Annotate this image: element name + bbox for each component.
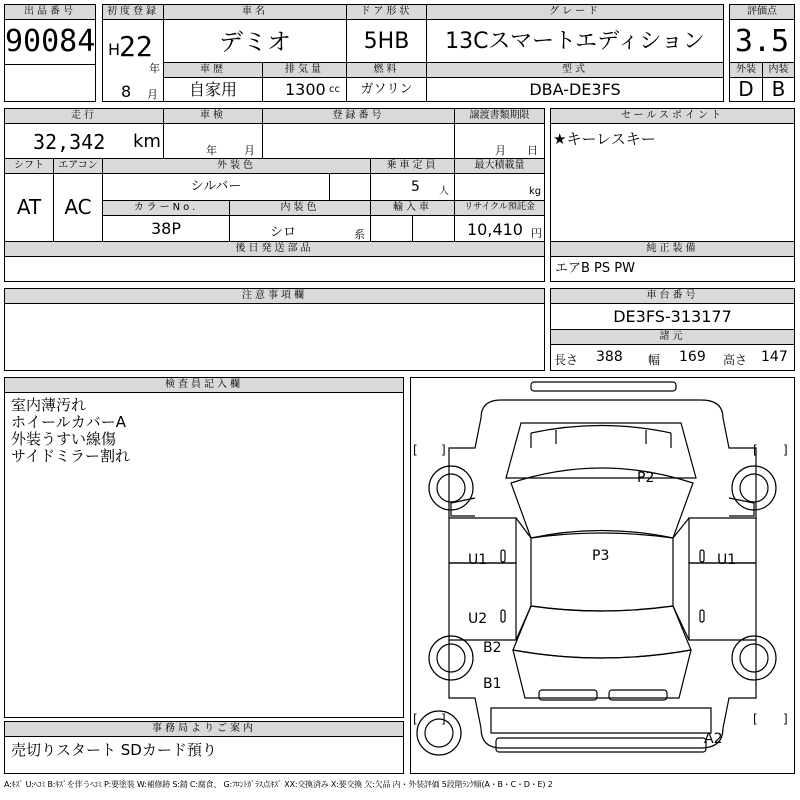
grade-value: 13Cスマートエディション bbox=[426, 19, 724, 63]
transfer-header: 譲渡書類期限 bbox=[454, 108, 545, 124]
capacity-box bbox=[370, 173, 455, 201]
chassis-value: DE3FS-313177 bbox=[550, 303, 795, 330]
model-value: DBA-DE3FS bbox=[426, 77, 724, 102]
height-label: 高さ bbox=[723, 353, 748, 367]
mileage-box bbox=[4, 123, 164, 159]
exterior-grade-header: 外装 bbox=[729, 62, 763, 78]
sales-point-header: セールスポイント bbox=[550, 108, 795, 124]
door-value: 5HB bbox=[346, 19, 427, 63]
displacement-value: 1300 bbox=[285, 80, 326, 99]
interior-grade-header: 内装 bbox=[762, 62, 795, 78]
int-color-value: シロ bbox=[270, 225, 297, 240]
score-value: 3.5 bbox=[729, 19, 795, 63]
displacement-box bbox=[262, 77, 347, 102]
office-box bbox=[4, 736, 404, 774]
damage-mark: U1 bbox=[468, 552, 488, 568]
mileage-unit: km bbox=[133, 131, 161, 152]
model-header: 型式 bbox=[426, 62, 724, 78]
import-header: 輸入車 bbox=[370, 200, 455, 216]
recycle-value: 10,410 bbox=[467, 220, 523, 239]
exterior-grade-value: D bbox=[729, 77, 763, 102]
score-header: 評価点 bbox=[729, 4, 795, 20]
month-unit: 月 bbox=[147, 88, 158, 101]
later-parts-value bbox=[4, 256, 545, 282]
inspector-line: 外装うすい線傷 bbox=[11, 430, 117, 448]
car-name-value: デミオ bbox=[163, 19, 347, 63]
length-value: 388 bbox=[596, 349, 623, 365]
lot-no-blank bbox=[4, 64, 96, 102]
interior-grade-value: B bbox=[762, 77, 795, 102]
history-header: 車歴 bbox=[163, 62, 263, 78]
max-load-unit: kg bbox=[529, 186, 542, 197]
sales-point-box bbox=[550, 123, 795, 242]
ac-value: AC bbox=[53, 173, 103, 242]
chassis-header: 車台番号 bbox=[550, 288, 795, 304]
inspection-box bbox=[163, 123, 263, 159]
office-header: 事務局よりご案内 bbox=[4, 721, 404, 737]
inspector-line: サイドミラー割れ bbox=[11, 447, 130, 465]
lot-no-header: 出品番号 bbox=[4, 4, 96, 20]
import-box-a bbox=[370, 215, 413, 242]
transfer-day-unit: 日 bbox=[527, 144, 538, 157]
recycle-box bbox=[454, 215, 545, 242]
import-box-b bbox=[412, 215, 455, 242]
inspection-year-unit: 年 bbox=[206, 144, 217, 157]
damage-mark: B2 bbox=[483, 640, 502, 656]
mileage-value: 32,342 bbox=[33, 130, 106, 154]
damage-mark: U2 bbox=[468, 611, 488, 627]
shift-header: シフト bbox=[4, 158, 54, 174]
history-value: 自家用 bbox=[163, 77, 263, 102]
sales-point-text: ★キーレスキー bbox=[553, 130, 656, 148]
shift-value: AT bbox=[4, 173, 54, 242]
fuel-value: ガソリン bbox=[346, 77, 427, 102]
capacity-value: 5 bbox=[411, 179, 420, 195]
first-reg-box bbox=[102, 19, 164, 102]
svg-text:]: ] bbox=[783, 443, 788, 457]
color-no-value: 38P bbox=[102, 215, 230, 242]
displacement-unit: cc bbox=[329, 84, 340, 95]
svg-text:]: ] bbox=[441, 712, 446, 726]
first-reg-header: 初度登録 bbox=[102, 4, 164, 20]
ext-color-blank bbox=[329, 173, 371, 201]
later-parts-header: 後日発送部品 bbox=[4, 241, 545, 257]
svg-text:]: ] bbox=[783, 712, 788, 726]
legend-text: A:ｷｽﾞ U:ﾍｺﾐ B:ｷｽﾞを伴うﾍｺﾐ P:要塗装 W:補修跡 S:錆 C:腐食、 G:ﾌﾛﾝﾄｶﾞﾗｽ点ｷｽﾞ XX:交換済み X:要交換 欠:欠品 内・外装評価 5段階ﾗﾝｸ順(A・B・C・D・E) 2 bbox=[4, 780, 553, 789]
max-load-header: 最大積載量 bbox=[454, 158, 545, 174]
width-value: 169 bbox=[679, 349, 706, 365]
width-label: 幅 bbox=[648, 353, 661, 367]
car-name-header: 車名 bbox=[163, 4, 347, 20]
recycle-unit: 円 bbox=[531, 227, 542, 240]
dims-header: 諸元 bbox=[550, 329, 795, 345]
fuel-header: 燃料 bbox=[346, 62, 427, 78]
damage-mark: P3 bbox=[592, 548, 610, 564]
ac-header: エアコン bbox=[53, 158, 103, 174]
svg-text:[: [ bbox=[413, 712, 418, 726]
lot-no-value: 90084 bbox=[4, 19, 96, 65]
inspector-line: ホイールカバーA bbox=[11, 413, 126, 431]
era: H bbox=[108, 40, 121, 59]
height-value: 147 bbox=[761, 349, 788, 365]
transfer-month-unit: 月 bbox=[495, 144, 506, 157]
inspection-header: 車検 bbox=[163, 108, 263, 124]
caution-value bbox=[4, 303, 545, 371]
max-load-box bbox=[454, 173, 545, 201]
door-header: ドア形状 bbox=[346, 4, 427, 20]
svg-text:[: [ bbox=[753, 712, 758, 726]
reg-month: 8 bbox=[121, 82, 132, 101]
color-no-header: カラーNo. bbox=[102, 200, 230, 216]
reg-year: 22 bbox=[119, 30, 153, 63]
capacity-unit: 人 bbox=[439, 186, 449, 197]
damage-mark: B1 bbox=[483, 676, 502, 692]
caution-header: 注意事項欄 bbox=[4, 288, 545, 304]
dims-box bbox=[550, 344, 795, 371]
ext-color-header: 外装色 bbox=[102, 158, 371, 174]
year-unit: 年 bbox=[149, 62, 160, 75]
office-text: 売切りスタート SDカード預り bbox=[11, 741, 217, 759]
inspector-header: 検査員記入欄 bbox=[4, 377, 404, 393]
damage-mark: A2 bbox=[704, 731, 723, 747]
svg-text:[: [ bbox=[753, 443, 758, 457]
length-label: 長さ bbox=[554, 353, 579, 367]
capacity-header: 乗車定員 bbox=[370, 158, 455, 174]
car-outline-svg bbox=[411, 378, 794, 773]
reg-no-header: 登録番号 bbox=[262, 108, 455, 124]
reg-no-value bbox=[262, 123, 455, 159]
svg-text:]: ] bbox=[441, 443, 446, 457]
grade-header: グレード bbox=[426, 4, 724, 20]
damage-mark: U1 bbox=[717, 552, 737, 568]
svg-text:[: [ bbox=[413, 443, 418, 457]
damage-mark: P2 bbox=[637, 470, 655, 486]
mileage-header: 走行 bbox=[4, 108, 164, 124]
car-diagram bbox=[410, 377, 795, 774]
inspector-line: 室内薄汚れ bbox=[11, 396, 87, 414]
inspection-month-unit: 月 bbox=[244, 144, 255, 157]
displacement-header: 排気量 bbox=[262, 62, 347, 78]
int-color-unit: 系 bbox=[354, 228, 365, 241]
ext-color-value: シルバー bbox=[102, 173, 330, 201]
int-color-header: 内装色 bbox=[229, 200, 371, 216]
equipment-value: エアB PS PW bbox=[550, 256, 795, 282]
equipment-header: 純正装備 bbox=[550, 241, 795, 257]
int-color-box bbox=[229, 215, 371, 242]
inspector-box bbox=[4, 392, 404, 718]
transfer-box bbox=[454, 123, 545, 159]
recycle-header: リサイクル預託金 bbox=[454, 200, 545, 216]
